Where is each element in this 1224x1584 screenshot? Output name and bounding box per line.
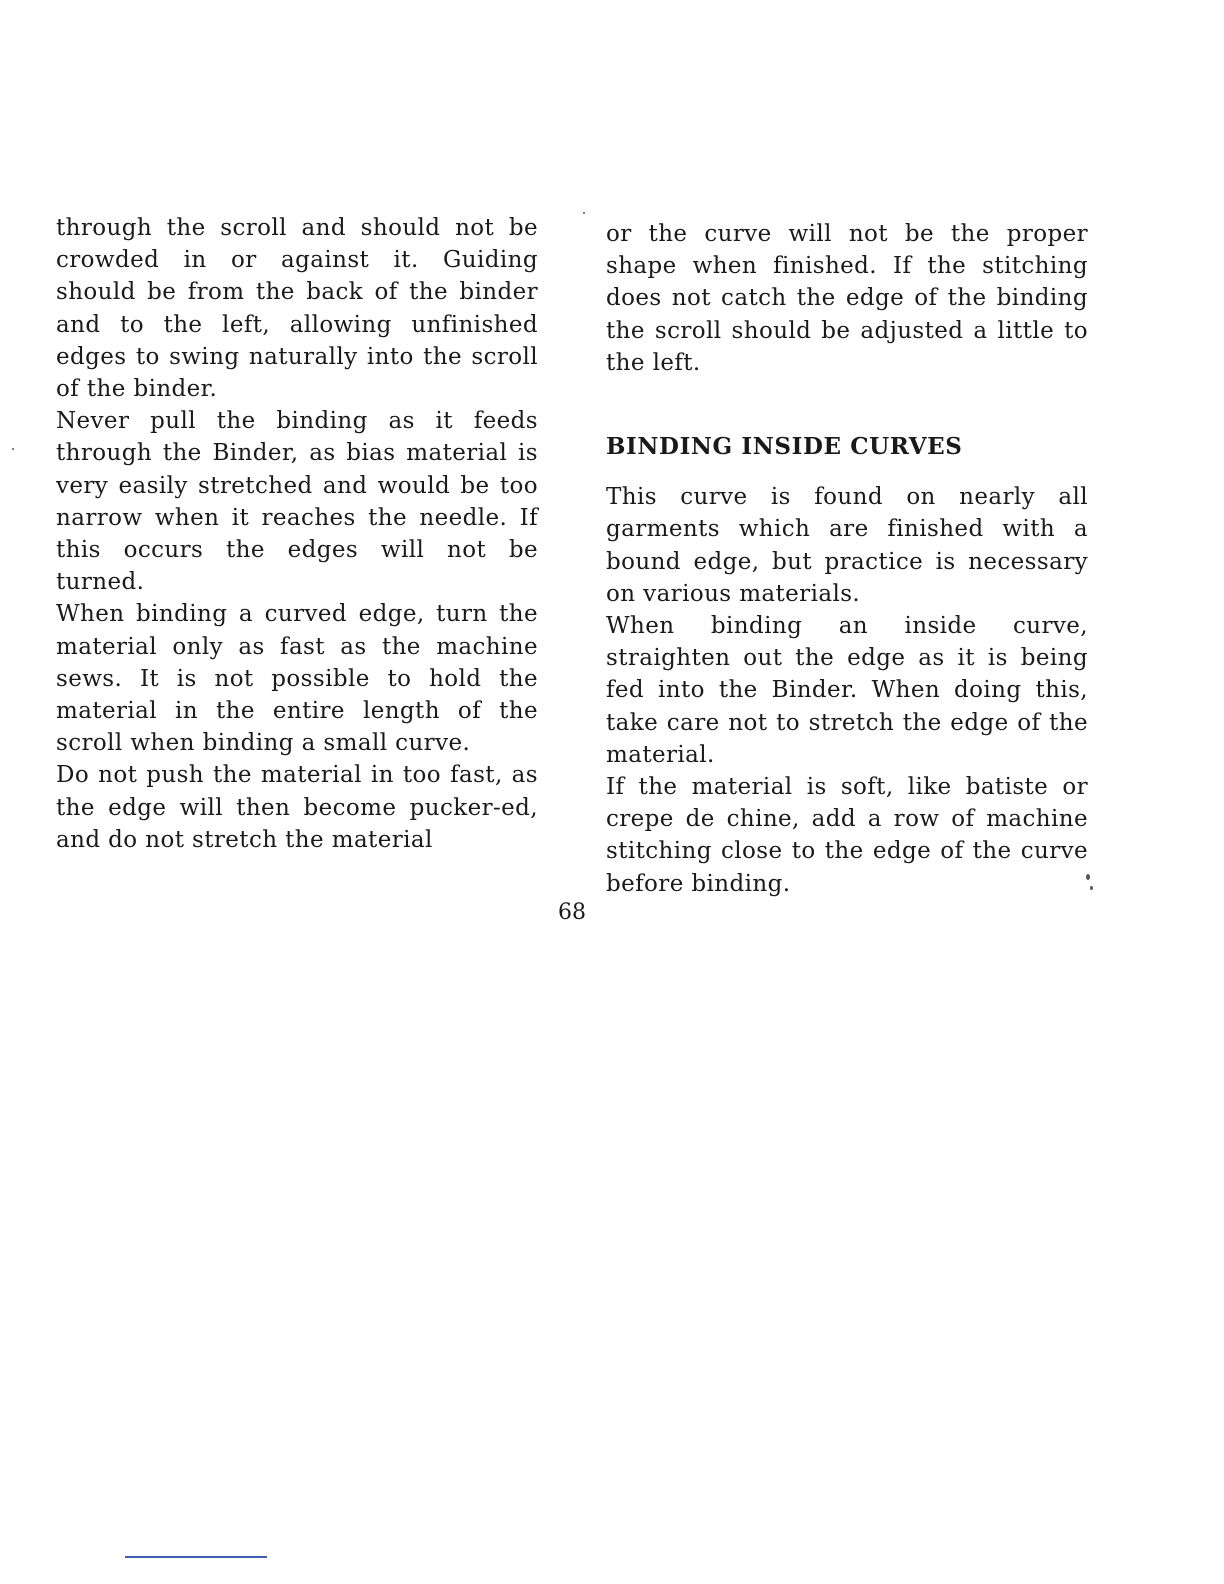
right-column: [606, 218, 1088, 900]
scan-speck: [1086, 874, 1090, 880]
left-paragraph-2: Never pull the binding as it feeds through the Binder, as bias material is very easily stretched and would be too narrow when it reaches the needle. If this occurs the edges will not be turned.: [56, 408, 538, 596]
left-paragraph-4: Do not push the material in too fast, as the edge will then become pucker-ed, and do not stretch the material: [56, 762, 538, 853]
left-column: [56, 212, 538, 856]
left-paragraph-1: through the scroll and should not be crowded in or against it. Guiding should be from the back of the binder and to the left, allowing unfinished edges to swing naturally into the scroll of the binder.: [56, 215, 538, 403]
right-paragraph-3: If the material is soft, like batiste or crepe de chine, add a row of machine stitching close to the edge of the curve before binding.: [606, 774, 1088, 897]
right-paragraph-1: This curve is found on nearly all garments which are finished with a bound edge, but practice is necessary on various materials.: [606, 484, 1088, 607]
scan-speck: [1090, 886, 1093, 890]
right-continuation-paragraph: or the curve will not be the proper shape when finished. If the stitching does not catch the edge of the binding the scroll should be adjusted a little to the left.: [606, 221, 1088, 376]
scan-rule-mark: [125, 1556, 267, 1558]
scan-speck: [12, 448, 14, 450]
scan-speck: [583, 212, 585, 214]
section-heading: BINDING INSIDE CURVES: [606, 433, 963, 461]
left-paragraph-3: When binding a curved edge, turn the material only as fast as the machine sews. It is not possible to hold the material in the entire length of the scroll when binding a small curve.: [56, 601, 538, 757]
right-paragraph-2: When binding an inside curve, straighten out the edge as it is being fed into the Binder. When doing this, take care not to stretch the edge of the material.: [606, 613, 1088, 768]
page-number: 68: [558, 900, 586, 925]
